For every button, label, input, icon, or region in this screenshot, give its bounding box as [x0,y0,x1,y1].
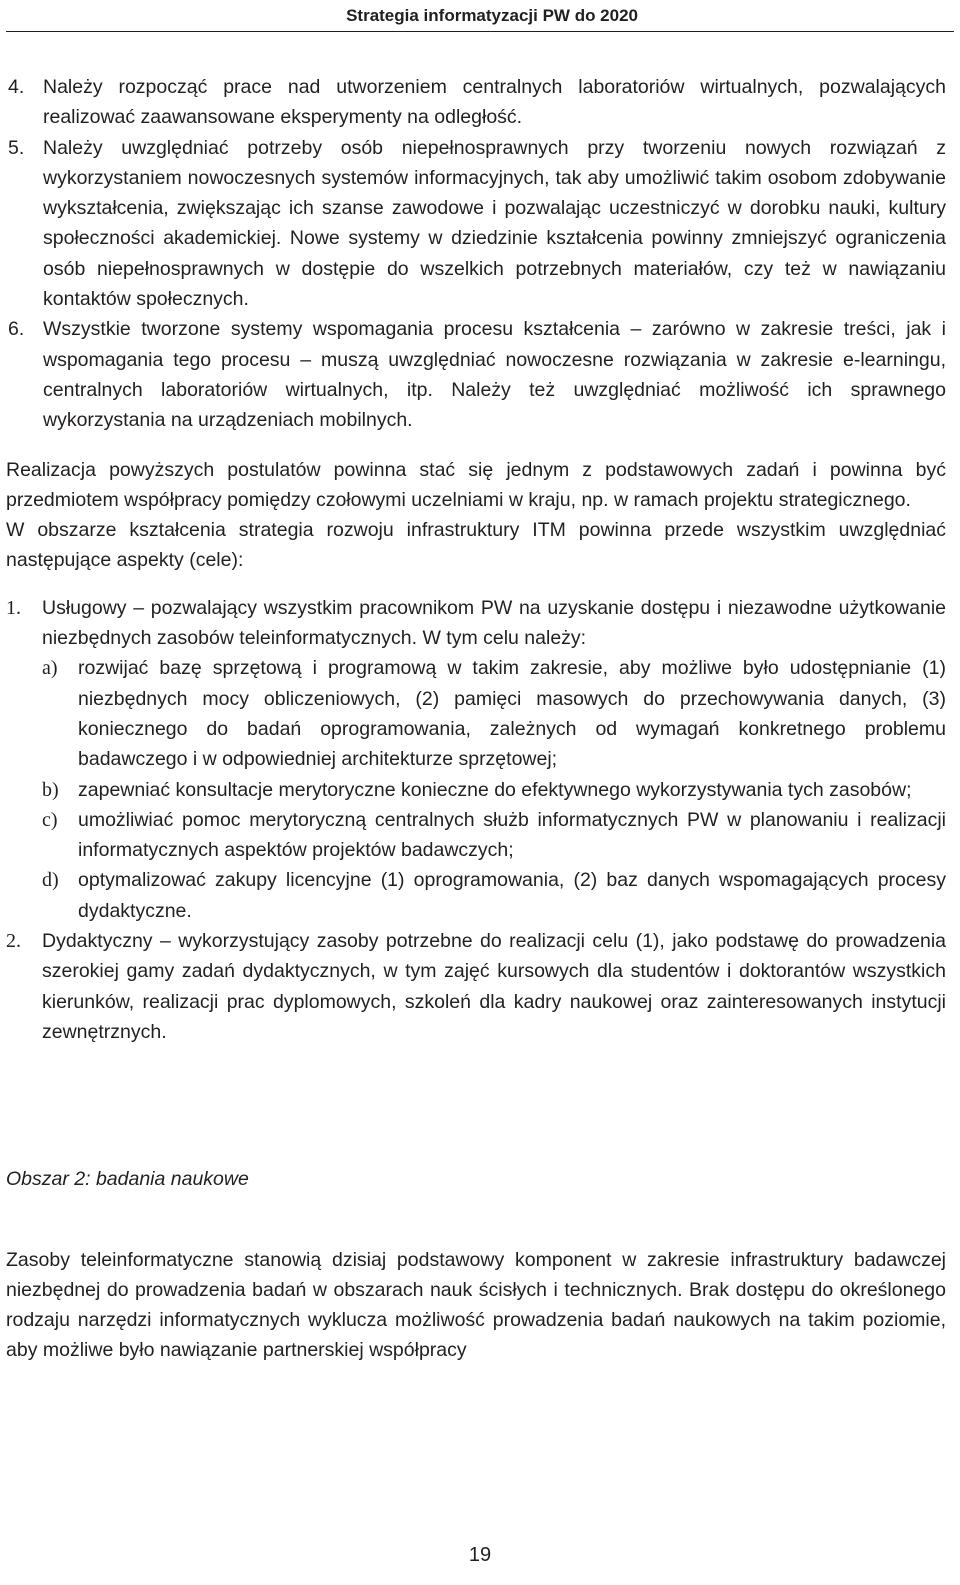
list-item-text: Wszystkie tworzone systemy wspomagania procesu kształcenia – zarówno w zakresie treści, jak i wspomagania tego procesu – muszą uwzględniać nowoczesne rozwiązania w zakresie e-learningu, centralnych laboratoriów wirtualnych, itp. Należy też uwzględniać możliwość ich sprawnego wykorzystania na urządzeniach mobilnych. [43,318,946,432]
aspect-item [6,593,946,654]
sub-item [6,653,946,774]
list-item [6,314,946,435]
sub-item [6,805,946,866]
list-item-text: Należy rozpocząć prace nad utworzeniem centralnych laboratoriów wirtualnych, pozwalających realizować zaawansowane eksperymenty na odległość. [43,76,946,129]
section-title: Obszar 2: badania naukowe [6,1168,249,1191]
paragraph-realization: Realizacja powyższych postulatów powinna stać się jednym z podstawowych zadań i powinna być przedmiotem współpracy pomiędzy czołowymi uczelniami w kraju, np. w ramach projektu strategicznego. [6,458,946,511]
sub-item [6,865,946,926]
aspect-sublist [6,653,946,926]
paragraph-aspects-intro: W obszarze kształcenia strategia rozwoju infrastruktury ITM powinna przede wszystkim uwzględniać następujące aspekty (cele): [6,519,946,572]
document-body [6,72,946,1366]
aspect-number: 1. [6,596,21,619]
sub-item-letter: d) [42,869,59,892]
page-header: Strategia informatyzacji PW do 2020 [346,6,638,25]
sub-item-text: optymalizować zakupy licencyjne (1) oprogramowania, (2) baz danych wspomagających procesy dydaktyczne. [78,869,946,922]
header-divider [6,31,954,32]
list-item-number: 6. [8,318,25,341]
aspect-item [6,926,946,1047]
list-item-number: 4. [8,76,25,98]
aspect-number: 2. [6,930,21,953]
list-item-text: Należy uwzględniać potrzeby osób niepełnosprawnych przy tworzeniu nowych rozwiązań z wykorzystaniem nowoczesnych systemów informacyjnych, tak aby umożliwić takim osobom zdobywanie wykształcenia, zwiększając ich szanse zawodowe i pozwalając uczestniczyć w dorobku nauki, kultury społeczności akademickiej. Nowe systemy w dziedzinie kształcenia powinny zmniejszyć ograniczenia osób niepełnosprawnych w dostępie do wszelkich potrzebnych materiałów, czy też w nawiązaniu kontaktów społecznych. [43,136,946,311]
aspects-list [6,593,946,1047]
list-item-number: 5. [8,136,25,159]
sub-item-text: umożliwiać pomoc merytoryczną centralnych służb informatycznych PW w planowaniu i realizacji informatycznych aspektów projektów badawczych; [78,808,946,862]
page-number: 19 [468,1544,492,1566]
paragraph-research: Zasoby teleinformatyczne stanowią dzisiaj podstawowy komponent w zakresie infrastruktury badawczej niezbędnej do prowadzenia badań w obszarach nauk ścisłych i technicznych. Brak dostępu do określonego rodzaju narzędzi informatycznych wyklucza możliwość prowadzenia badań naukowych na takim poziomie, aby możliwe było nawiązanie partnerskiej współpracy [6,1248,946,1362]
aspect-text: Usługowy – pozwalający wszystkim pracownikom PW na uzyskanie dostępu i niezawodne użytkowanie niezbędnych zasobów teleinformatycznych. W tym celu należy: [42,596,946,650]
sub-item-letter: c) [42,808,58,831]
sub-item-letter: a) [42,657,58,680]
sub-item-text: rozwijać bazę sprzętową i programową w takim zakresie, aby możliwe było udostępnianie (1) niezbędnych mocy obliczeniowych, (2) pamięci masowych do przechowywania danych, (3) koniecznego do badań oprogramowania, zależnych od wymagań konkretnego problemu badawczego i w odpowiedniej architekturze sprzętowej; [78,657,946,771]
list-item [6,72,946,133]
list-item [6,133,946,315]
sub-item-letter: b) [42,778,59,801]
sub-item [6,775,946,805]
aspect-text: Dydaktyczny – wykorzystujący zasoby potrzebne do realizacji celu (1), jako podstawę do prowadzenia szerokiej gamy zadań dydaktycznych, w tym zajęć kursowych dla studentów i doktorantów wszystkich kierunków, realizacji prac dyplomowych, szkoleń dla kadry naukowej oraz zainteresowanych instytucji zewnętrznych. [42,930,946,1043]
sub-item-text: zapewniać konsultacje merytoryczne konieczne do efektywnego wykorzystywania tych zasobów; [78,778,912,801]
numbered-list [6,72,946,436]
